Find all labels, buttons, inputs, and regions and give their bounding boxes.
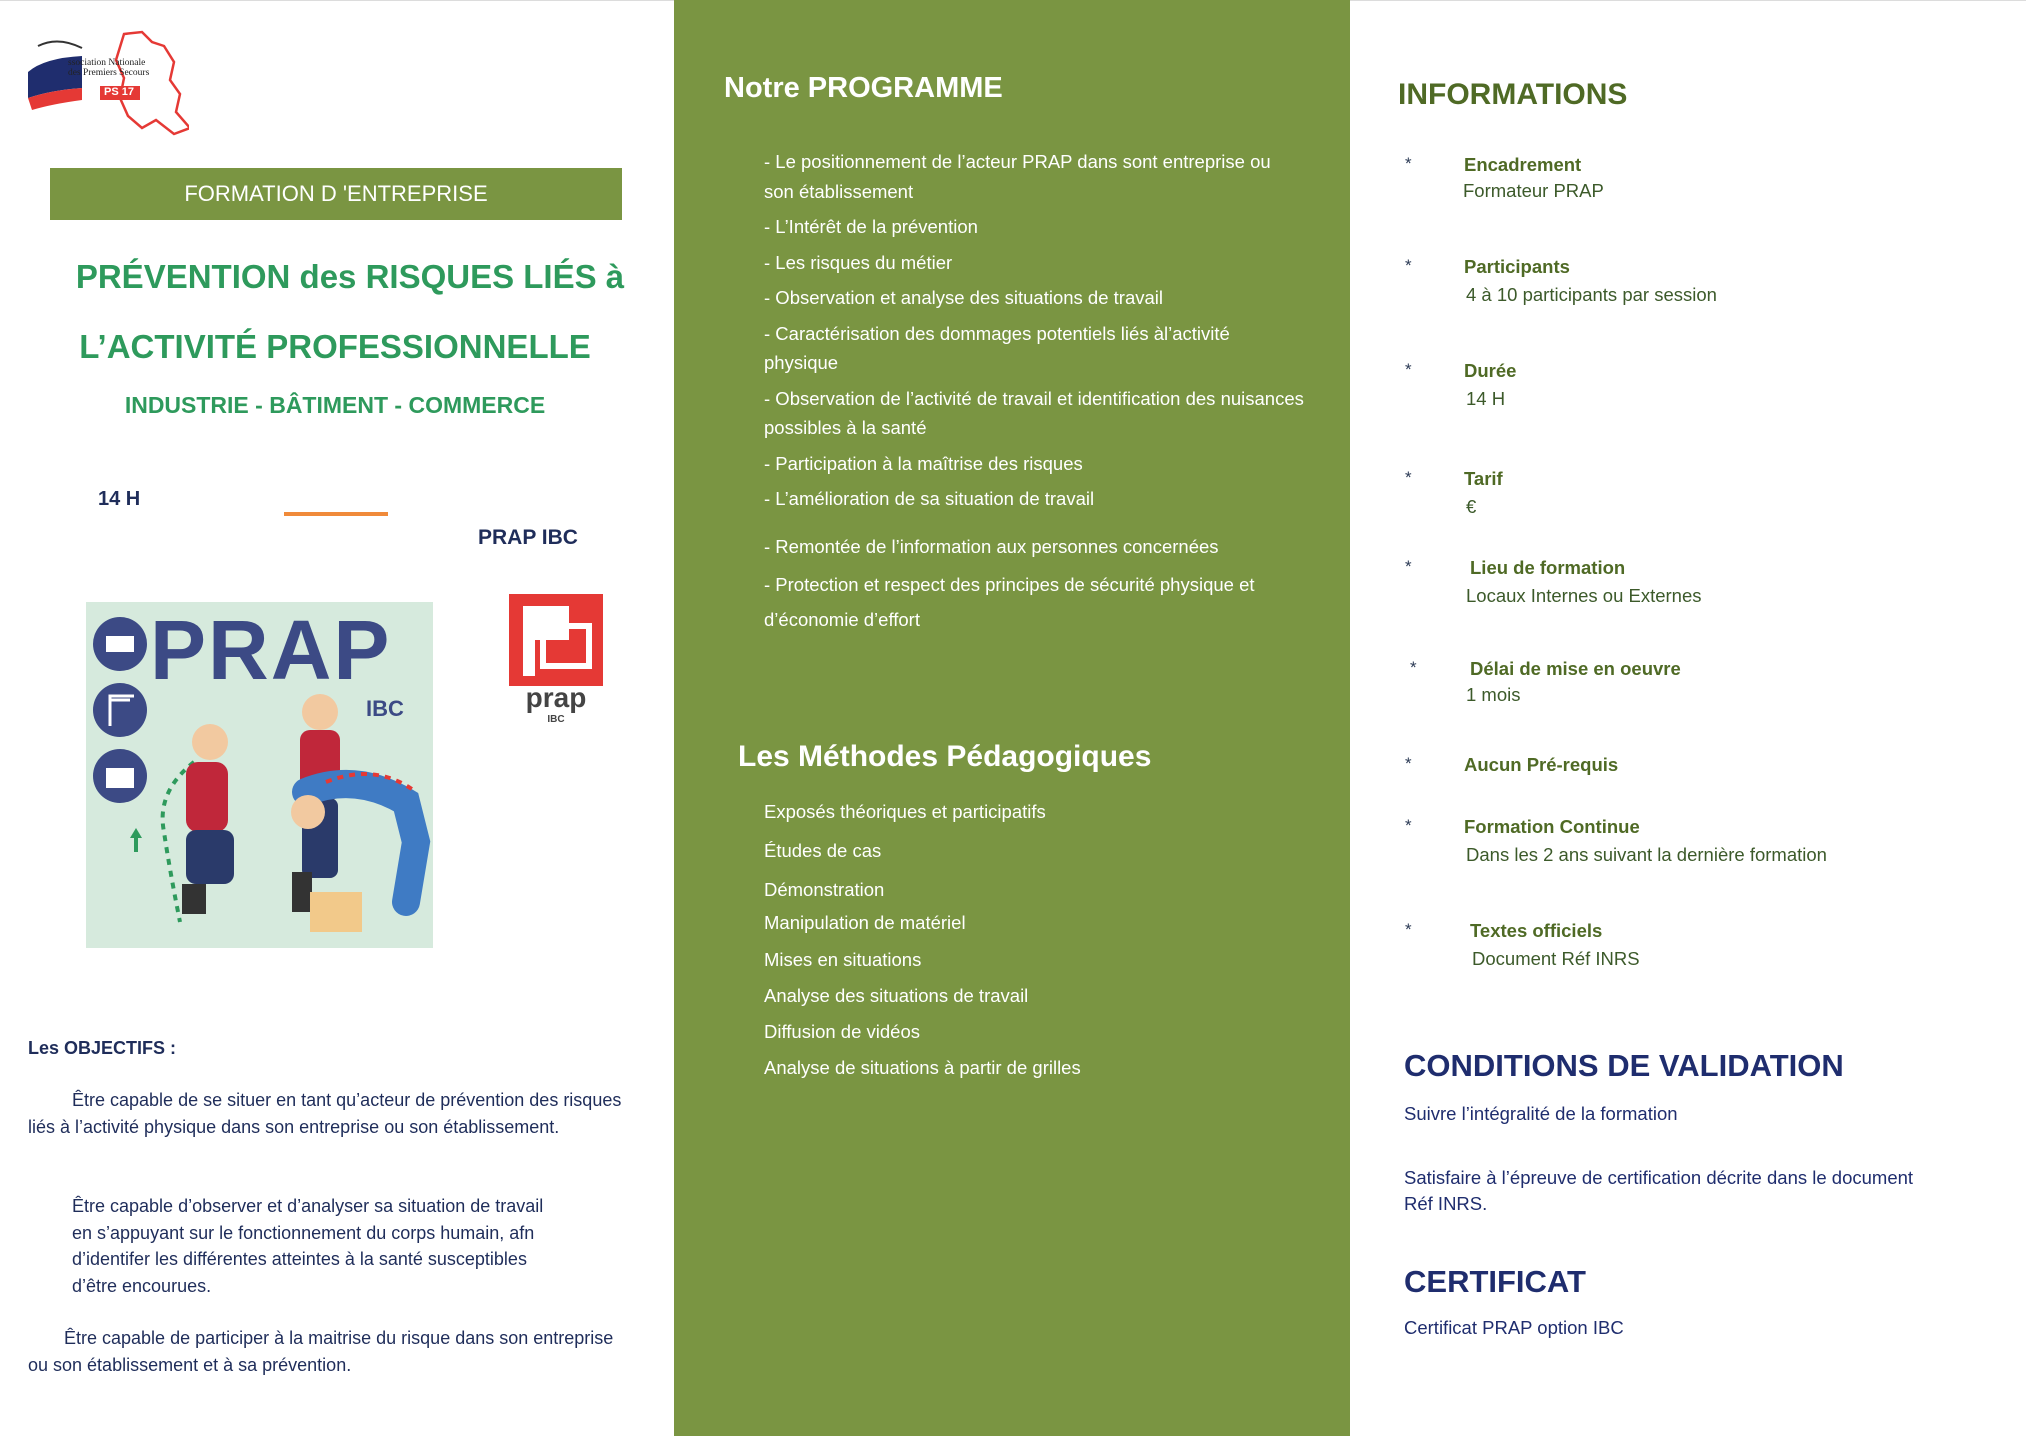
info-value: € — [1466, 496, 1477, 517]
bullet-star: * — [1405, 816, 1412, 835]
info-value: 14 H — [1466, 388, 1506, 409]
programme-item: - Remontée de l’information aux personnes concernées — [764, 535, 1219, 557]
bullet-star: * — [1410, 658, 1417, 677]
informations-title: INFORMATIONS — [1398, 78, 1628, 111]
association-logo — [24, 28, 189, 136]
programme-item: - L’amélioration de sa situation de travail — [764, 488, 1095, 509]
bullet-star: * — [1405, 154, 1412, 173]
info-value: 1 mois — [1466, 684, 1521, 705]
method-item: Analyse des situations de travail — [764, 985, 1029, 1006]
programme-item: - Participation à la maîtrise des risques — [764, 452, 1083, 474]
conditions-title: CONDITIONS DE VALIDATION — [1404, 1048, 1844, 1083]
objective-2: Être capable d’observer et d’analyser sa situation de travail en s’appuyant sur le fonctionnement du corps humain, afn d’identifer les différentes atteintes à la santé susceptibles d’être encourues. — [72, 1196, 544, 1296]
programme-title: Notre PROGRAMME — [724, 72, 1003, 104]
info-label: Aucun Pré-requis — [1464, 754, 1619, 775]
condition-1: Suivre l’intégralité de la formation — [1404, 1103, 1678, 1124]
bullet-star: * — [1405, 256, 1412, 275]
method-item: Manipulation de matériel — [764, 912, 966, 933]
bullet-star: * — [1405, 557, 1412, 576]
objectives-title: Les OBJECTIFS : — [28, 1038, 177, 1058]
objective-3-text: Être capable de participer à la maitrise du risque dans son entreprise ou son établissement et à sa prévention. — [28, 1328, 614, 1375]
info-label: Textes officiels — [1470, 920, 1603, 941]
info-label: Encadrement — [1464, 154, 1582, 175]
illustration-prap-text: PRAP — [150, 603, 392, 697]
info-value: Locaux Internes ou Externes — [1466, 585, 1702, 606]
methods-list — [764, 798, 1081, 1090]
title-line-2: L’ACTIVITÉ PROFESSIONNELLE — [79, 328, 591, 365]
method-item: Mises en situations — [764, 949, 922, 970]
programme-item: - Les risques du métier — [764, 251, 953, 273]
orange-divider — [284, 512, 388, 516]
programme-item: - Protection et respect des principes de sécurité physique et d’économie d’effort — [764, 574, 1255, 630]
title-line-1: PRÉVENTION des RISQUES LIÉS à — [75, 258, 625, 295]
certificate-title: CERTIFICAT — [1404, 1264, 1586, 1299]
condition-2: Satisfaire à l’épreuve de certification décrite dans le document Réf INRS. — [1404, 1167, 1914, 1214]
info-value: Document Réf INRS — [1472, 948, 1640, 969]
prap-ibc-label: PRAP IBC — [478, 526, 578, 549]
method-item: Études de cas — [764, 840, 882, 861]
info-label: Participants — [1464, 256, 1570, 277]
info-label: Tarif — [1464, 468, 1503, 489]
bullet-star: * — [1405, 920, 1412, 939]
illustration-ibc-text: IBC — [366, 696, 404, 721]
method-item: Diffusion de vidéos — [764, 1021, 920, 1042]
objective-1 — [28, 1087, 628, 1140]
info-label: Délai de mise en oeuvre — [1470, 658, 1681, 679]
certificate-text: Certificat PRAP option IBC — [1404, 1317, 1624, 1338]
programme-list — [764, 147, 1304, 643]
crane-icon — [93, 683, 147, 737]
bullet-star: * — [1405, 468, 1412, 487]
prap-ibc-logo — [505, 590, 607, 730]
programme-item: - Observation et analyse des situations de travail — [764, 287, 1163, 308]
training-banner: FORMATION D 'ENTREPRISE — [50, 168, 622, 220]
info-value: Formateur PRAP — [1463, 180, 1604, 201]
objective-3 — [28, 1325, 628, 1378]
info-value: Dans les 2 ans suivant la dernière formation — [1466, 844, 1827, 865]
prap-logo-text: prap — [525, 682, 587, 713]
duration-label: 14 H — [98, 488, 141, 510]
association-name-line2: des Premiers Secours — [68, 68, 150, 78]
info-value: 4 à 10 participants par session — [1466, 284, 1717, 305]
method-item: Exposés théoriques et participatifs — [764, 801, 1046, 822]
bullet-star: * — [1405, 754, 1412, 773]
bullet-star: * — [1405, 360, 1412, 379]
prap-logo-sub: IBC — [547, 714, 565, 725]
programme-item: - Caractérisation des dommages potentiels liés àl’activité physique — [764, 322, 1230, 373]
info-label: Durée — [1464, 360, 1517, 381]
sector-subtitle: INDUSTRIE - BÂTIMENT - COMMERCE — [124, 392, 546, 418]
programme-item: - L’Intérêt de la prévention — [764, 216, 978, 237]
objective-1-text: Être capable de se situer en tant qu’acteur de prévention des risques liés à l’activité physique dans son entreprise ou son établissement. — [28, 1090, 622, 1137]
prap-illustration — [86, 602, 433, 948]
programme-item: - Le positionnement de l’acteur PRAP dans sont entreprise ou son établissement — [764, 151, 1271, 202]
info-label: Lieu de formation — [1470, 557, 1626, 578]
association-name-line1: ssociation Nationale — [68, 58, 146, 68]
method-item: Démonstration — [764, 879, 885, 900]
programme-item: - Observation de l’activité de travail et identification des nuisances possibles à la santé — [764, 387, 1304, 438]
methods-title: Les Méthodes Pédagogiques — [738, 740, 1152, 773]
association-badge: PS 17 — [104, 86, 134, 98]
method-item: Analyse de situations à partir de grilles — [764, 1057, 1081, 1078]
info-label: Formation Continue — [1464, 816, 1640, 837]
